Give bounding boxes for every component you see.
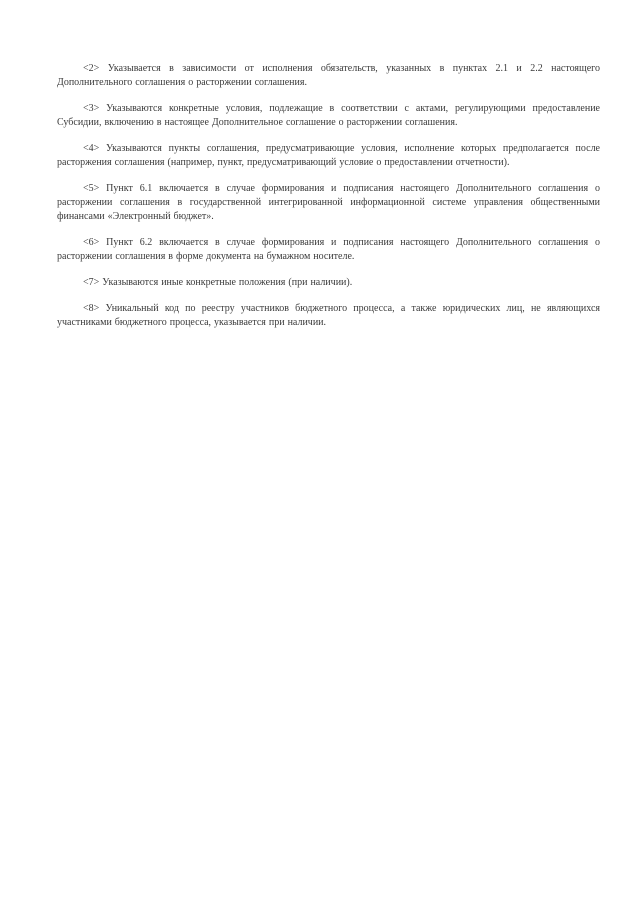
footnote-7: <7> Указываются иные конкретные положения (при наличии). <box>83 277 353 288</box>
footnote-6: <6> Пункт 6.2 включается в случае формирования и подписания настоящего Дополнительного соглашения о расторжении соглашения в форме документа на бумажном носителе. <box>57 237 600 262</box>
footnote-3: <3> Указываются конкретные условия, подлежащие в соответствии с актами, регулирующими предоставление Субсидии, включению в настоящее Дополнительное соглашение о расторжении соглашения. <box>57 103 600 128</box>
footnotes-section <box>57 62 600 342</box>
footnote-5: <5> Пункт 6.1 включается в случае формирования и подписания настоящего Дополнительного соглашения о расторжении соглашения в государственной интегрированной информационной системе управления общественными финансами «Электронный бюджет». <box>57 183 600 222</box>
footnote-8: <8> Уникальный код по реестру участников бюджетного процесса, а также юридических лиц, не являющихся участниками бюджетного процесса, указывается при наличии. <box>57 303 600 328</box>
footnote-4: <4> Указываются пункты соглашения, предусматривающие условия, исполнение которых предполагается после расторжения соглашения (например, пункт, предусматривающий условие о предоставлении отчетности). <box>57 143 600 168</box>
footnote-2: <2> Указывается в зависимости от исполнения обязательств, указанных в пунктах 2.1 и 2.2 настоящего Дополнительного соглашения о расторжении соглашения. <box>57 63 600 88</box>
